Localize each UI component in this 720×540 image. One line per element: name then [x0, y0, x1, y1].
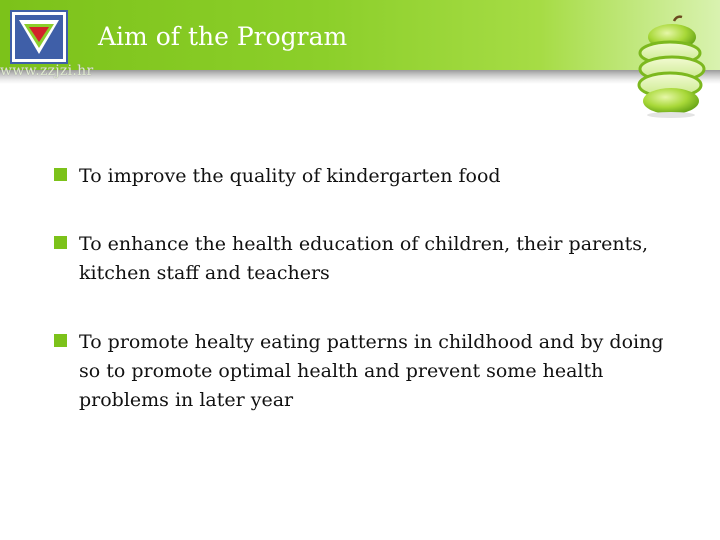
bullet-text: To promote healty eating patterns in childhood and by doing so to promote optimal health and prevent some health problems in later year	[79, 331, 664, 411]
bullet-square-icon	[54, 334, 67, 347]
bullet-square-icon	[54, 236, 67, 249]
bullet-text: To improve the quality of kindergarten food	[79, 165, 501, 187]
slide-title: Aim of the Program	[98, 22, 348, 51]
institute-logo-icon	[10, 10, 68, 64]
bullet-text: To enhance the health education of children, their parents, kitchen staff and teachers	[79, 233, 649, 284]
green-apple-slices-icon	[630, 15, 714, 120]
website-watermark: www.zzjzi.hr	[0, 63, 94, 79]
header-shadow	[0, 70, 720, 84]
bullet-square-icon	[54, 168, 67, 181]
